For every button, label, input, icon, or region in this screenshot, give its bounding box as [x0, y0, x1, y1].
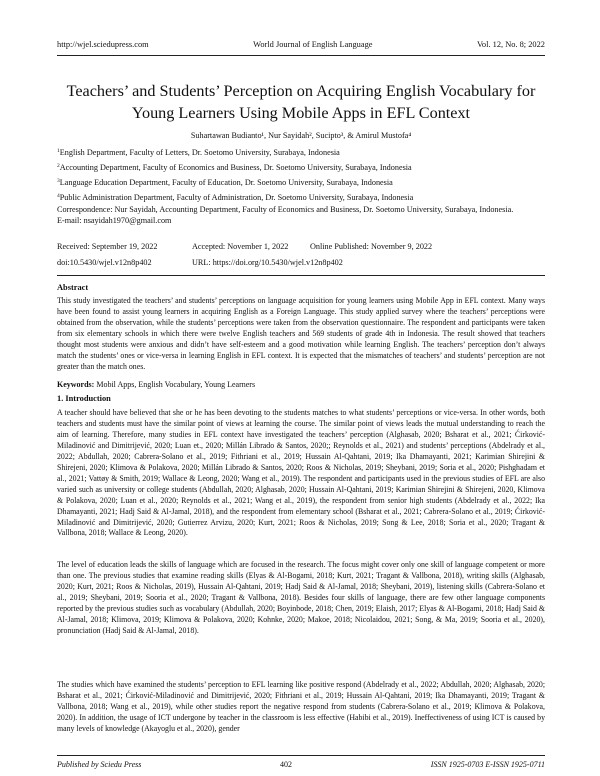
intro-paragraph-2: The level of education leads the skills of language which are focused in the research. The focus might cover only one skill of language competent or more than one. The previous studies that examine reading skills (Elyas & Al-Bogami, 2018; Kurt, 2021; Tragant & Vallbona, 2018), writing skills (Alghasab, 2020; Kurt, 2021; Roos & Nicholas, 2019), Hussain Al-Qahtani, 2019; Hadj Said & Al-Jamal, 2018; Sheybani, 2019), listening skills (Cabrera-Solano et al., 2019; Sheybani, 2019; Sooria et al., 2020; Tragant & Vallbona, 2018). Besides four skills of language, there are few other language components reported by the previous studies such as vocabulary (Abdullah, 2020; Boyinbode, 2018; Chen, 2019; Elaish, 2017; Elyas & Al-Bogami, 2018; Hadj Said & Al-Jamal, 2018; Klimova, 2019; Klimova & Polakova, 2020; Kohnke, 2020; Makoe, 2018; Nicolaidou, 2021; Song, & Ma, 2019; Sooria et al., 2020), pronunciation (Hadj Said & Al-Jamal, 2018). — [57, 560, 545, 635]
affiliation-number: 2 — [57, 163, 60, 169]
published-date: Online Published: November 9, 2022 — [310, 242, 433, 251]
affiliation-number: 4 — [57, 193, 60, 199]
header-url[interactable]: http://wjel.sciedupress.com — [57, 40, 149, 49]
abstract-text: This study investigated the teachers’ and students’ perceptions on language acquisition for young learners using Mobile App in EFL context. Many ways have been found to assist young learners in acquiring English as a Foreign Language. This study applied survey where the teachers’ perceptions were obtained from the observation, while the students’ perceptions were taken from the observation questionnaire. The respondent and participants were taken from six elementary schools in which there were twelve English teachers and 569 students of grade 4th in Indonesia. The result showed that teachers thought most students were anxious and didn’t have self-esteem and a good motivation while learning English. The teachers’ perception don’t always match the students’ ones or vice-versa in learning English in EFL context. It is expected that the mismatches of teachers’ and students’ perception are not greater than the match ones. — [57, 296, 545, 371]
footer-publisher: Published by Sciedu Press — [57, 760, 142, 769]
affiliation-text: Public Administration Department, Faculty of Administration, Dr. Soetomo University, Surabaya, Indonesia — [59, 193, 414, 202]
running-header — [57, 40, 545, 52]
affiliation-item — [57, 190, 557, 205]
doi[interactable]: doi:10.5430/wjel.v12n8p402 — [57, 258, 152, 267]
keywords-label: Keywords: — [57, 380, 95, 389]
accepted-date: Accepted: November 1, 2022 — [192, 242, 289, 251]
paper-title: Teachers’ and Students’ Perception on Acquiring English Vocabulary for Young Learners Using Mobile Apps in EFL Context — [66, 82, 536, 122]
page-footer — [57, 760, 545, 772]
doi-url[interactable]: URL: https://doi.org/10.5430/wjel.v12n8p402 — [192, 258, 343, 267]
affiliation-list — [57, 145, 557, 205]
footer-issn: ISSN 1925-0703 E-ISSN 1925-0711 — [430, 760, 545, 769]
header-rule — [57, 55, 545, 56]
affiliation-text: Language Education Department, Faculty of Education, Dr. Soetomo University, Surabaya, Indonesia — [59, 178, 393, 187]
page-number: 402 — [280, 760, 293, 769]
footer-rule — [57, 755, 545, 756]
affiliation-number: 1 — [57, 148, 60, 154]
affiliation-text: English Department, Faculty of Letters, Dr. Soetomo University, Surabaya, Indonesia — [59, 148, 340, 157]
affiliation-item — [57, 145, 557, 160]
section-rule — [57, 275, 545, 276]
affiliation-item — [57, 160, 557, 175]
publication-dates — [57, 239, 557, 271]
keywords-text: Mobil Apps, English Vocabulary, Young Learners — [96, 380, 256, 389]
header-volume: Vol. 12, No. 8; 2022 — [476, 40, 545, 49]
received-date: Received: September 19, 2022 — [57, 242, 158, 251]
intro-paragraph-3: The studies which have examined the students’ perception to EFL learning like positive respond (Abdelrady et al., 2022; Abdullah, 2020; Alghasab, 2020; Bsharat et al., 2021; Ćirković-Miladinović and Dimitrijević, 2020; Fithriani et al., 2019; Hussain Al-Qahtani, 2019; Ika Dhamayanti, 2019; Tragant & Vallbona, 2018; Wang et al., 2019), while other studies report the negative respond from students (Cabrera-Solano et al., 2019; Klimova & Polakova, 2020). In addition, the usage of ICT undergone by teacher in the classroom is less effective (Habibi et al., 2019). Ineffectiveness of using ICT is caused by many levels of knowledge (Akayoglu et al., 2020), gender — [57, 680, 545, 733]
correspondence-block — [57, 204, 557, 226]
intro-paragraph-1: A teacher should have believed that she or he has been devoting to the students matches to what students’ perceptions or vice-versa. In other words, both teachers and students must have the similar point of views at learning the course. The similar point of views leads the mutual understanding to reach the aim of learning. Therefore, many studies in EFL context have investigated the teachers’ perception (Alghasab, 2020; Bsharat et al., 2021; Ćirković-Miladinović and Dimitrijević, 2020; Luan et., 2020; Millán Librado & Santos, 2020;; Reynolds et al., 2021) and students’ perceptions (Abdelrady et al., 2022; Abdullah, 2020; Cabrera-Solano et al., 2019; Fithriani et al., 2019; Hussain Al-Qahtani, 2019; Ika Dhamayanti, 2021; Karimian Shirejini & Shirejeni, 2020; Klimova & Polakova, 2020; Millán Librado & Santos, 2020; Roos & Nicholas, 2019; Sheybani, 2019; Soria et al., 2020; Pishghadam et al., 2021; Vattøy & Smith, 2019; Wallace & Leong, 2020; Wang et al., 2019). The respondent and participants used in the previous studies of EFL are also varied such as university or college students (Abdullah, 2020; Alghasab, 2020; Hussain Al-Qahtani, 2019; Karimian Shirejini & Shirejeni, 2020, Klimova & Polakova, 2020; Luan et al., 2020; Reynolds et al., 2021; Wang et al., 2019), the respondent from senior high students (Abdelrady et al., 2022; Ika Dhamayanti, 2021; Hadj Said & Al-Jamal, 2018), and the respondent from elementary school (Bsharat et al., 2021; Cabrera-Solano et al., 2019; Ćirković-Miladinović and Dimitrijević, 2020; Gutierrez Arvizu, 2020; Kurt, 2021; Roos & Nicholas, 2019; Song & Lee, 2018; Soria et al., 2020; Tragant & Vallbona, 2018; Wallace & Leong, 2020). — [57, 408, 545, 538]
affiliation-item — [57, 175, 557, 190]
correspondence-text: Correspondence: Nur Sayidah, Accounting Department, Faculty of Economics and Business, Dr. Soetomo University, Surabaya, Indonesia. — [57, 205, 514, 214]
affiliation-text: Accounting Department, Faculty of Economics and Business, Dr. Soetomo University, Surabaya, Indonesia — [59, 163, 412, 172]
author-list: Suhartawan Budianto¹, Nur Sayidah², Sucipto³, & Amirul Mustofa⁴ — [190, 131, 412, 140]
affiliation-number: 3 — [57, 178, 60, 184]
email-link[interactable]: E-mail: nsayidah1970@gmail.com — [57, 216, 172, 225]
header-journal: World Journal of English Language — [253, 40, 373, 49]
introduction-heading: 1. Introduction — [57, 394, 111, 403]
keywords-line — [57, 380, 545, 391]
abstract-heading: Abstract — [57, 283, 89, 292]
